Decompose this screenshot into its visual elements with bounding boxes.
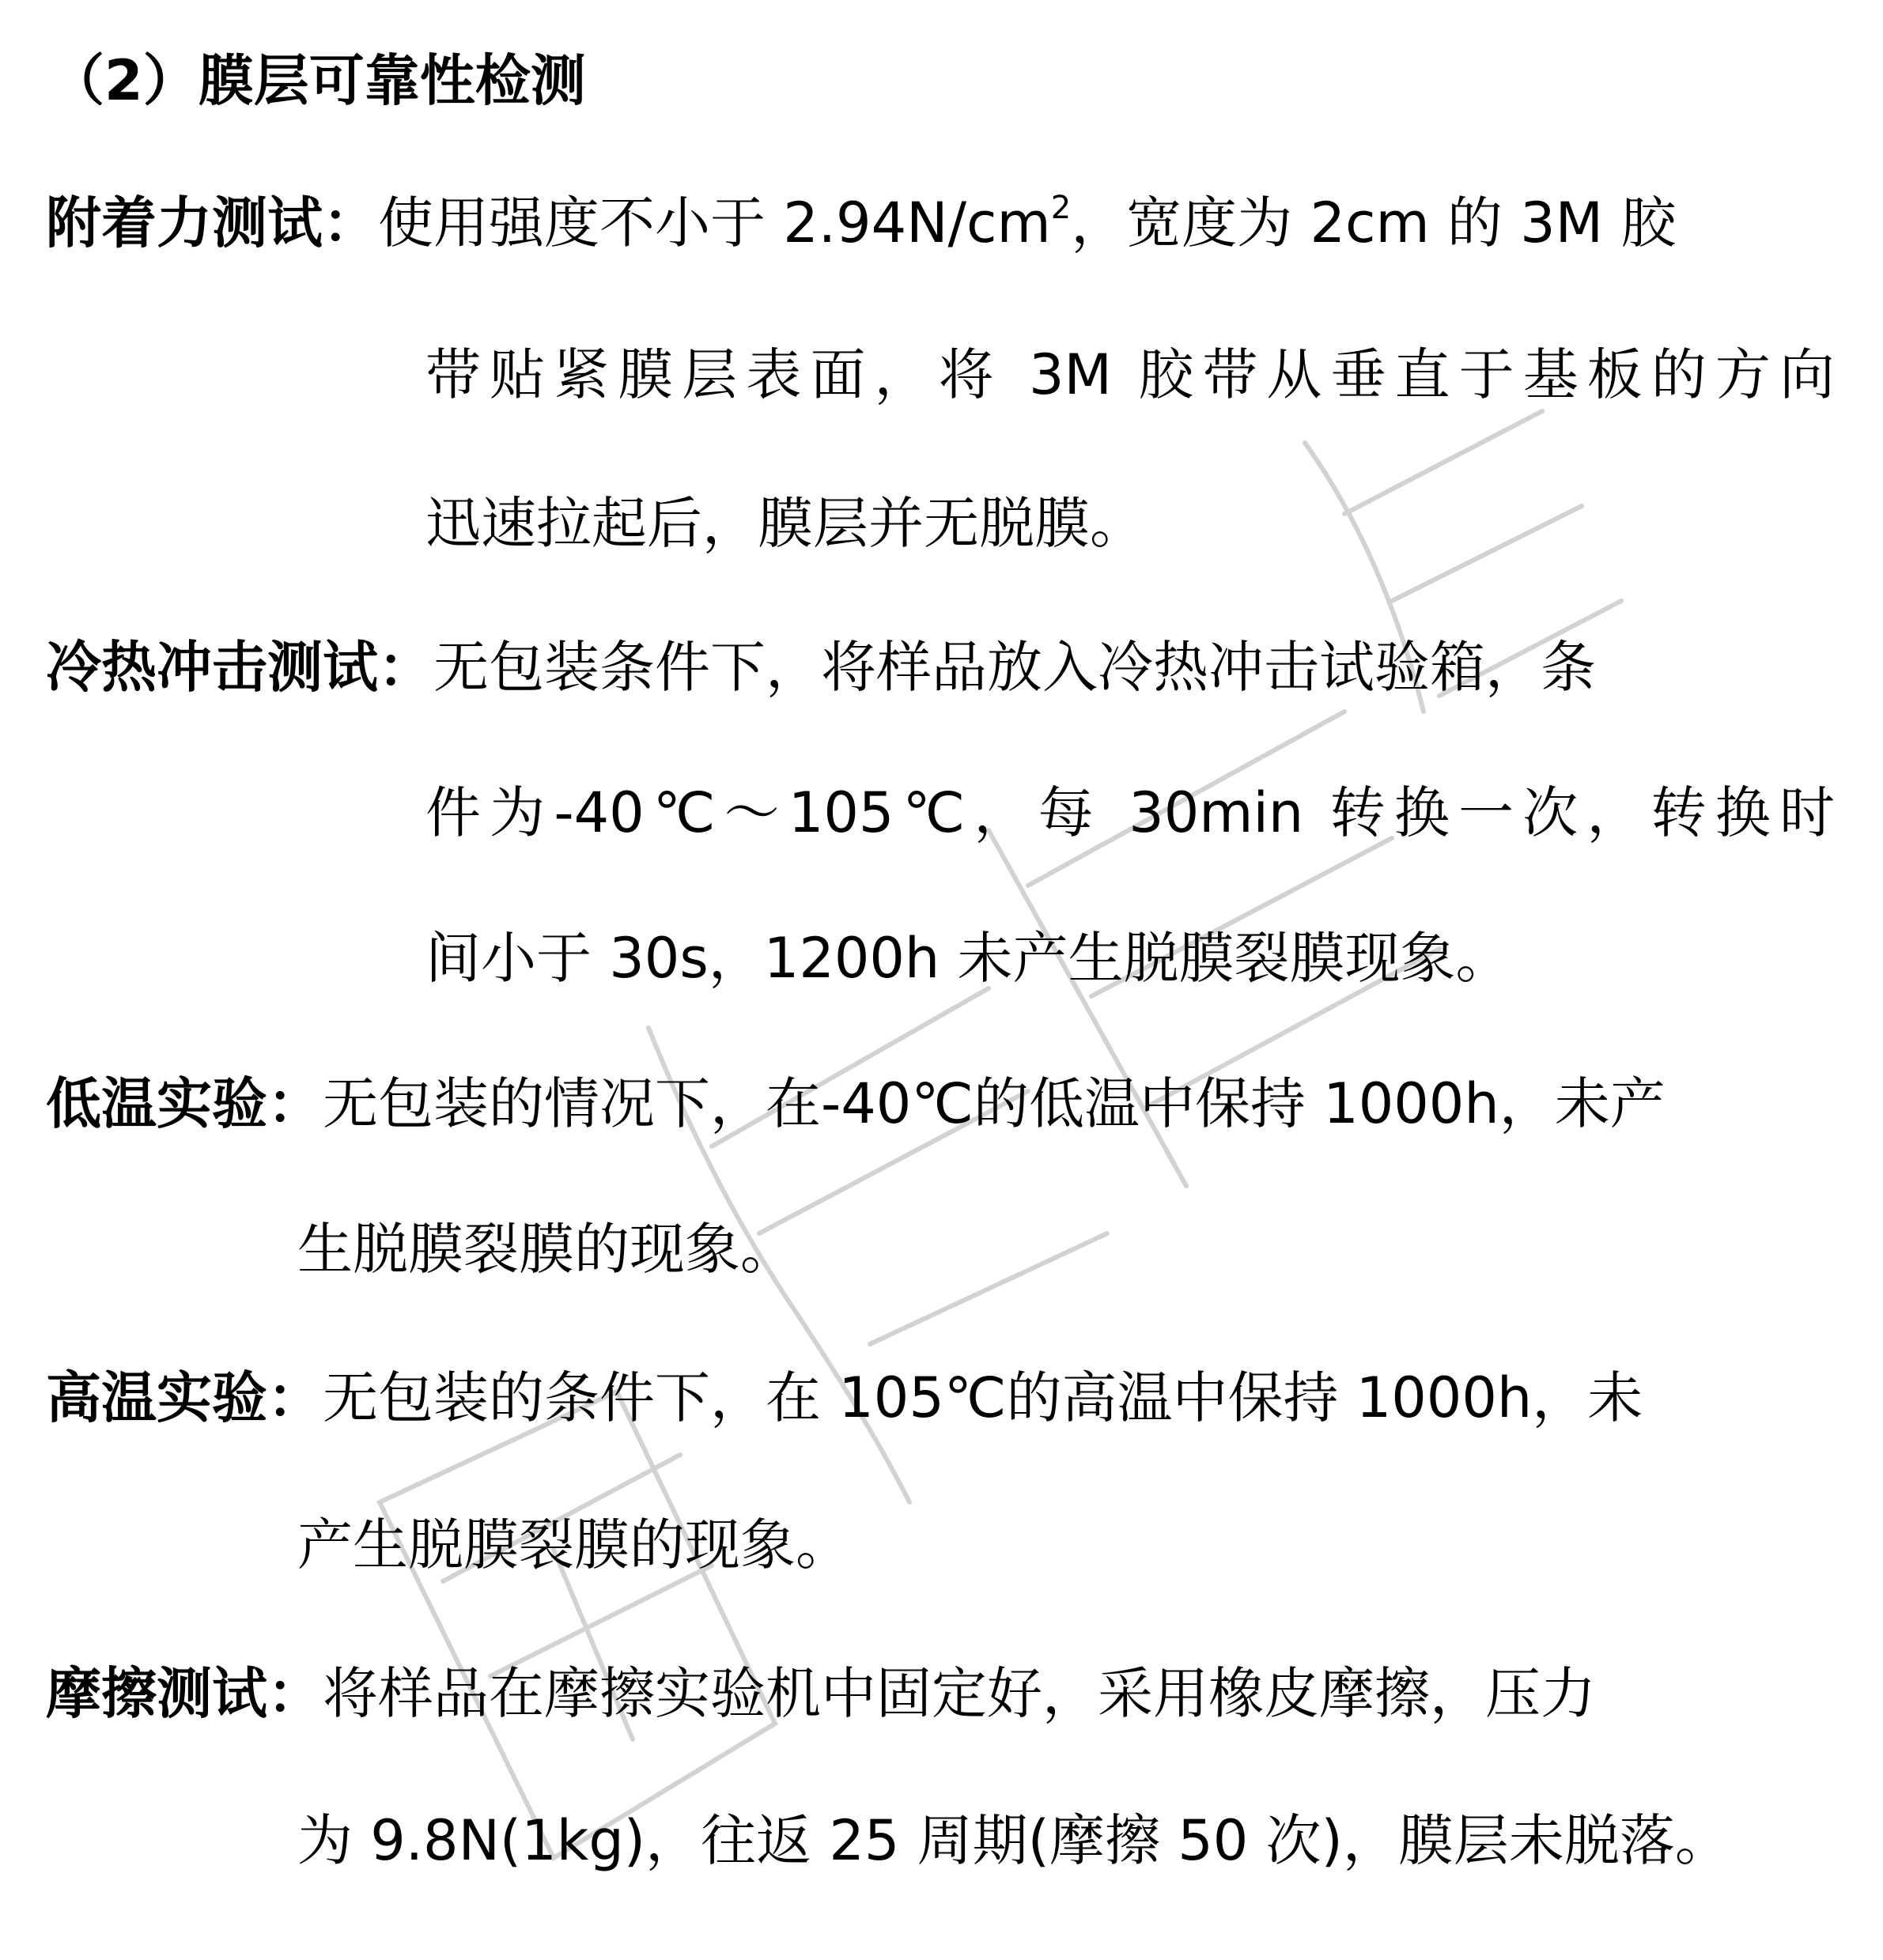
adhesion-test-text-1b: ，宽度为 2cm 的 3M 胶 — [1071, 191, 1677, 255]
low-temp-line-1 — [46, 1064, 1835, 1143]
friction-test-label: 摩擦测试： — [46, 1661, 323, 1726]
adhesion-test-line-1 — [46, 183, 1835, 262]
watermark-stroke — [1392, 506, 1582, 601]
friction-test-text-1: 将样品在摩擦实验机中固定好，采用橡皮摩擦，压力 — [323, 1661, 1596, 1726]
friction-test-line-2: 为 9.8N(1kg)，往返 25 周期(摩擦 50 次)，膜层未脱落。 — [297, 1808, 1730, 1873]
adhesion-test-text-1: 使用强度不小于 2.94N/cm — [378, 191, 1051, 255]
watermark-stroke — [870, 1233, 1107, 1344]
thermal-shock-label: 冷热冲击测试： — [46, 635, 433, 700]
section-title: （2）膜层可靠性检测 — [49, 48, 586, 113]
watermark-stroke — [380, 1392, 775, 1858]
adhesion-test-line-2: 带贴紧膜层表面，将 3M 胶带从垂直于基板的方向 — [425, 342, 1835, 407]
thermal-shock-line-2: 件为-40℃～105℃，每 30min 转换一次，转换时 — [425, 780, 1835, 845]
low-temp-line-2: 生脱膜裂膜的现象。 — [297, 1217, 796, 1282]
high-temp-text-1: 无包装的条件下，在 105℃的高温中保持 1000h，未 — [323, 1365, 1643, 1430]
high-temp-label: 高温实验： — [46, 1365, 323, 1430]
thermal-shock-text-1: 无包装条件下，将样品放入冷热冲击试验箱，条 — [433, 635, 1596, 700]
adhesion-test-label: 附着力测试： — [46, 191, 378, 255]
thermal-shock-line-3: 间小于 30s，1200h 未产生脱膜裂膜现象。 — [425, 926, 1511, 991]
high-temp-line-1 — [46, 1358, 1835, 1437]
adhesion-test-line-3: 迅速拉起后，膜层并无脱膜。 — [425, 491, 1145, 556]
high-temp-line-2: 产生脱膜裂膜的现象。 — [297, 1512, 851, 1577]
thermal-shock-line-1 — [46, 628, 1835, 707]
adhesion-test-superscript: 2 — [1050, 190, 1072, 226]
friction-test-line-1 — [46, 1654, 1835, 1733]
watermark-stroke — [1344, 411, 1542, 514]
low-temp-label: 低温实验： — [46, 1071, 323, 1136]
low-temp-text-1: 无包装的情况下，在-40℃的低温中保持 1000h，未产 — [323, 1071, 1666, 1136]
